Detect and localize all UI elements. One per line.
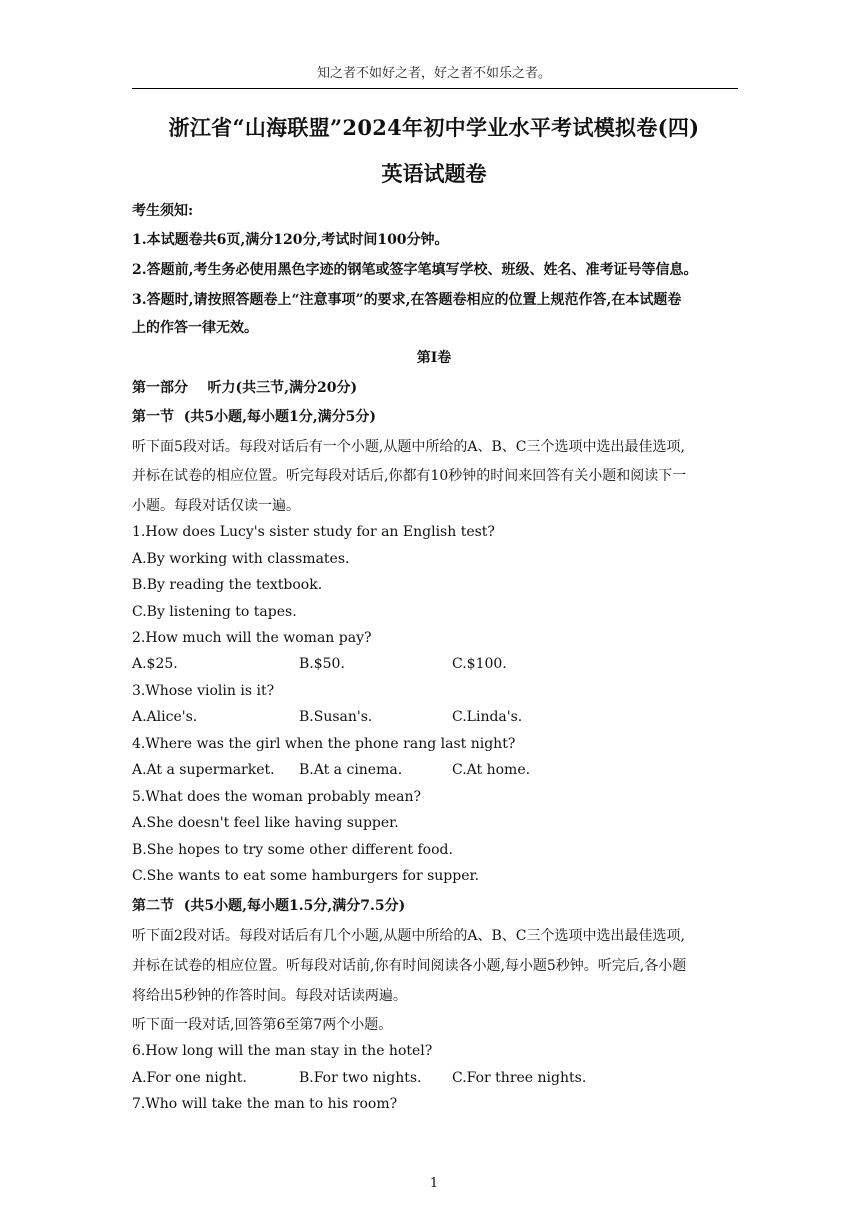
q5-stem: 5.What does the woman probably mean? bbox=[132, 789, 421, 805]
section1-instructions-3: 小题。每段对话仅读一遍。 bbox=[132, 498, 300, 514]
section2-instructions-3: 将给出5秒钟的作答时间。每段对话读两遍。 bbox=[132, 988, 407, 1004]
section2-instructions-2: 并标在试卷的相应位置。听每段对话前,你有时间阅读各小题,每小题5秒钟。听完后,各小题 bbox=[132, 958, 687, 974]
part1-title: 第一部分 听力(共三节,满分20分) bbox=[132, 380, 358, 396]
q2-option-b: B.$50. bbox=[299, 656, 345, 672]
section2-title: 第二节 (共5小题,每小题1.5分,满分7.5分) bbox=[132, 898, 406, 914]
dialog-intro: 听下面一段对话,回答第6至第7两个小题。 bbox=[132, 1017, 393, 1033]
notice-item-1: 1.本试题卷共6页,满分120分,考试时间100分钟。 bbox=[132, 232, 449, 248]
q4-option-c: C.At home. bbox=[452, 762, 531, 778]
q2-stem: 2.How much will the woman pay? bbox=[132, 630, 372, 646]
header-motto: 知之者不如好之者，好之者不如乐之者。 bbox=[316, 66, 551, 81]
section2-instructions-1: 听下面2段对话。每段对话后有几个小题,从题中所给的A、B、C三个选项中选出最佳选项, bbox=[132, 928, 685, 944]
section1-instructions-1: 听下面5段对话。每段对话后有一个小题,从题中所给的A、B、C三个选项中选出最佳选项, bbox=[132, 439, 685, 455]
q1-option-c: C.By listening to tapes. bbox=[132, 604, 297, 620]
page-number: 1 bbox=[429, 1176, 439, 1191]
q3-option-c: C.Linda's. bbox=[452, 709, 523, 725]
q3-option-b: B.Susan's. bbox=[299, 709, 373, 725]
section1-instructions-2: 并标在试卷的相应位置。听完每段对话后,你都有10秒钟的时间来回答有关小题和阅读下一 bbox=[132, 468, 687, 484]
q2-option-c: C.$100. bbox=[452, 656, 507, 672]
notice-heading: 考生须知: bbox=[132, 203, 194, 219]
q4-option-a: A.At a supermarket. bbox=[132, 762, 275, 778]
notice-item-3: 3.答题时,请按照答题卷上“注意事项”的要求,在答题卷相应的位置上规范作答,在本试题卷 bbox=[132, 292, 682, 308]
header-divider bbox=[132, 88, 738, 89]
q3-stem: 3.Whose violin is it? bbox=[132, 683, 275, 699]
q6-stem: 6.How long will the man stay in the hotel? bbox=[132, 1043, 433, 1059]
notice-item-3-cont: 上的作答一律无效。 bbox=[132, 320, 258, 336]
notice-item-2: 2.答题前,考生务必使用黑色字迹的钢笔或签字笔填写学校、班级、姓名、准考证号等信息。 bbox=[132, 262, 698, 278]
exam-title: 浙江省“山海联盟”2024年初中学业水平考试模拟卷(四) bbox=[168, 115, 700, 140]
q4-option-b: B.At a cinema. bbox=[299, 762, 403, 778]
q2-option-a: A.$25. bbox=[132, 656, 178, 672]
q6-option-b: B.For two nights. bbox=[299, 1070, 422, 1086]
q1-stem: 1.How does Lucy's sister study for an English test? bbox=[132, 524, 495, 540]
section1-title: 第一节 (共5小题,每小题1分,满分5分) bbox=[132, 409, 376, 425]
volume-heading: 第Ⅰ卷 bbox=[416, 350, 452, 366]
q1-option-a: A.By working with classmates. bbox=[132, 551, 350, 567]
q5-option-c: C.She wants to eat some hamburgers for supper. bbox=[132, 868, 480, 884]
q6-option-c: C.For three nights. bbox=[452, 1070, 587, 1086]
q5-option-a: A.She doesn't feel like having supper. bbox=[132, 815, 399, 831]
q4-stem: 4.Where was the girl when the phone rang last night? bbox=[132, 736, 516, 752]
exam-subtitle: 英语试题卷 bbox=[381, 161, 487, 186]
q5-option-b: B.She hopes to try some other different food. bbox=[132, 842, 453, 858]
q3-option-a: A.Alice's. bbox=[132, 709, 198, 725]
q6-option-a: A.For one night. bbox=[132, 1070, 247, 1086]
q1-option-b: B.By reading the textbook. bbox=[132, 577, 323, 593]
q7-stem: 7.Who will take the man to his room? bbox=[132, 1096, 398, 1112]
